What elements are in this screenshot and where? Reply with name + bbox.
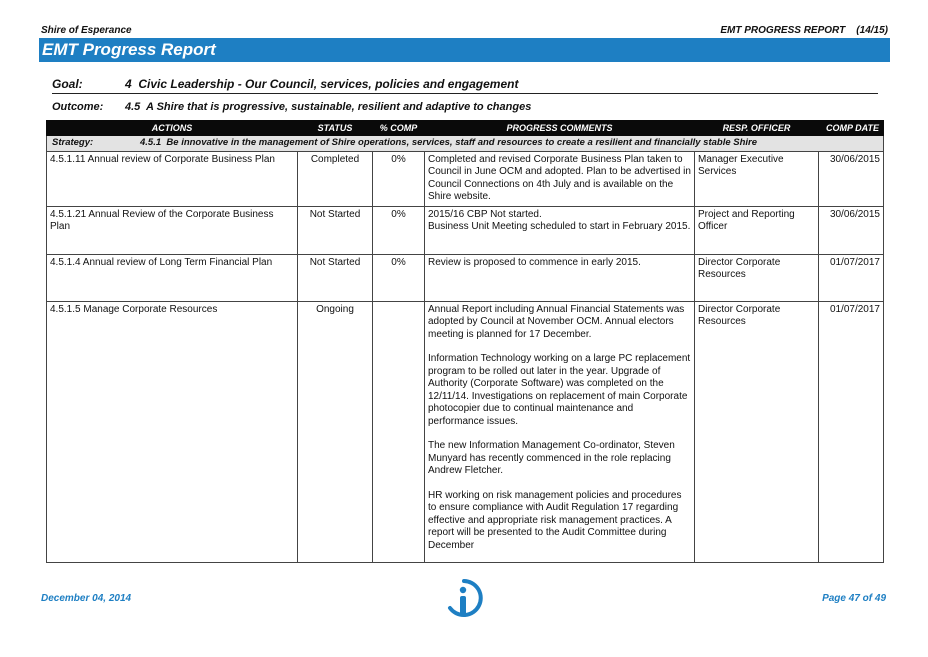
action-cell: 4.5.1.21 Annual Review of the Corporate Business Plan — [47, 206, 298, 254]
comments-cell — [425, 151, 695, 206]
banner-title: EMT Progress Report — [39, 38, 890, 62]
col-progress-comments: PROGRESS COMMENTS — [425, 121, 695, 136]
col-resp-officer: RESP. OFFICER — [695, 121, 819, 136]
strategy-text: 4.5.1 Be innovative in the management of Shire operations, services, staff and resources to create a resilient and financially stable Shire — [140, 137, 758, 148]
comment-paragraph: Annual Report including Annual Financial Statements was adopted by Council at November OCM. Annual electors meeting is planned for 17 December. — [428, 303, 685, 340]
strategy-row — [47, 136, 884, 152]
table-row — [47, 206, 884, 254]
comment-paragraph: HR working on risk management policies and procedures to ensure compliance with Audit Regulation 17 regarding effective and appropriate risk management practices. A report will be presented to the Audit Committee during December — [428, 489, 682, 551]
table-row — [47, 151, 884, 206]
status-cell: Completed — [298, 151, 373, 206]
comp-date-cell: 01/07/2017 — [819, 301, 884, 562]
goal-text: 4 Civic Leadership - Our Council, services, policies and engagement — [125, 77, 519, 91]
footer-date: December 04, 2014 — [41, 593, 132, 604]
goal-label: Goal: — [52, 77, 83, 91]
officer-cell: Director Corporate Resources — [695, 301, 819, 562]
comments-cell — [425, 301, 695, 562]
outcome-text: 4.5 A Shire that is progressive, sustainable, resilient and adaptive to changes — [125, 101, 532, 113]
strategy-cell — [47, 136, 884, 152]
progress-table — [46, 120, 884, 563]
comp-date-cell: 30/06/2015 — [819, 206, 884, 254]
pct-comp-cell: 0% — [373, 254, 425, 301]
pct-comp-cell — [373, 301, 425, 562]
action-cell: 4.5.1.11 Annual review of Corporate Business Plan — [47, 151, 298, 206]
status-cell: Ongoing — [298, 301, 373, 562]
report-title: EMT PROGRESS REPORT (14/15) — [720, 25, 888, 36]
col-comp-date: COMP DATE — [819, 121, 884, 136]
comment-paragraph: 2015/16 CBP Not started. Business Unit Meeting scheduled to start in February 2015. — [428, 208, 691, 232]
status-cell: Not Started — [298, 206, 373, 254]
goal-line — [52, 77, 878, 94]
table-header-row — [47, 121, 884, 136]
officer-cell: Director Corporate Resources — [695, 254, 819, 301]
comment-paragraph: Completed and revised Corporate Business Plan taken to Council in June OCM and adopted. Plan to be advertised in Council Connections on 4th July and is available on the Shire website. — [428, 153, 691, 202]
comment-paragraph: Information Technology working on a large PC replacement program to be rolled out later in the year. Upgrade of Authority (Corporate Software) was completed on the 12/11/14. Investigations on replacement of main Corporate photocopier due to continual maintenance and performance issues. — [428, 353, 691, 427]
officer-cell: Project and Reporting Officer — [695, 206, 819, 254]
pct-comp-cell: 0% — [373, 151, 425, 206]
comments-cell — [425, 254, 695, 301]
action-cell: 4.5.1.5 Manage Corporate Resources — [47, 301, 298, 562]
comment-paragraph: Review is proposed to commence in early 2015. — [428, 256, 641, 268]
comp-date-cell: 30/06/2015 — [819, 151, 884, 206]
action-cell: 4.5.1.4 Annual review of Long Term Financial Plan — [47, 254, 298, 301]
table-row — [47, 254, 884, 301]
outcome-label: Outcome: — [52, 101, 104, 113]
status-cell: Not Started — [298, 254, 373, 301]
col-pct-comp: % COMP — [373, 121, 425, 136]
officer-cell: Manager Executive Services — [695, 151, 819, 206]
col-status: STATUS — [298, 121, 373, 136]
comp-date-cell: 01/07/2017 — [819, 254, 884, 301]
pct-comp-cell: 0% — [373, 206, 425, 254]
footer-page: Page 47 of 49 — [822, 593, 886, 604]
shire-logo-icon — [442, 577, 486, 619]
comment-paragraph: The new Information Management Co-ordinator, Steven Munyard has recently commenced in the role replacing Andrew Fletcher. — [428, 440, 675, 476]
table-row — [47, 301, 884, 562]
comments-cell — [425, 206, 695, 254]
org-name: Shire of Esperance — [41, 25, 132, 36]
strategy-label: Strategy: — [52, 137, 94, 148]
col-actions: ACTIONS — [47, 121, 298, 136]
